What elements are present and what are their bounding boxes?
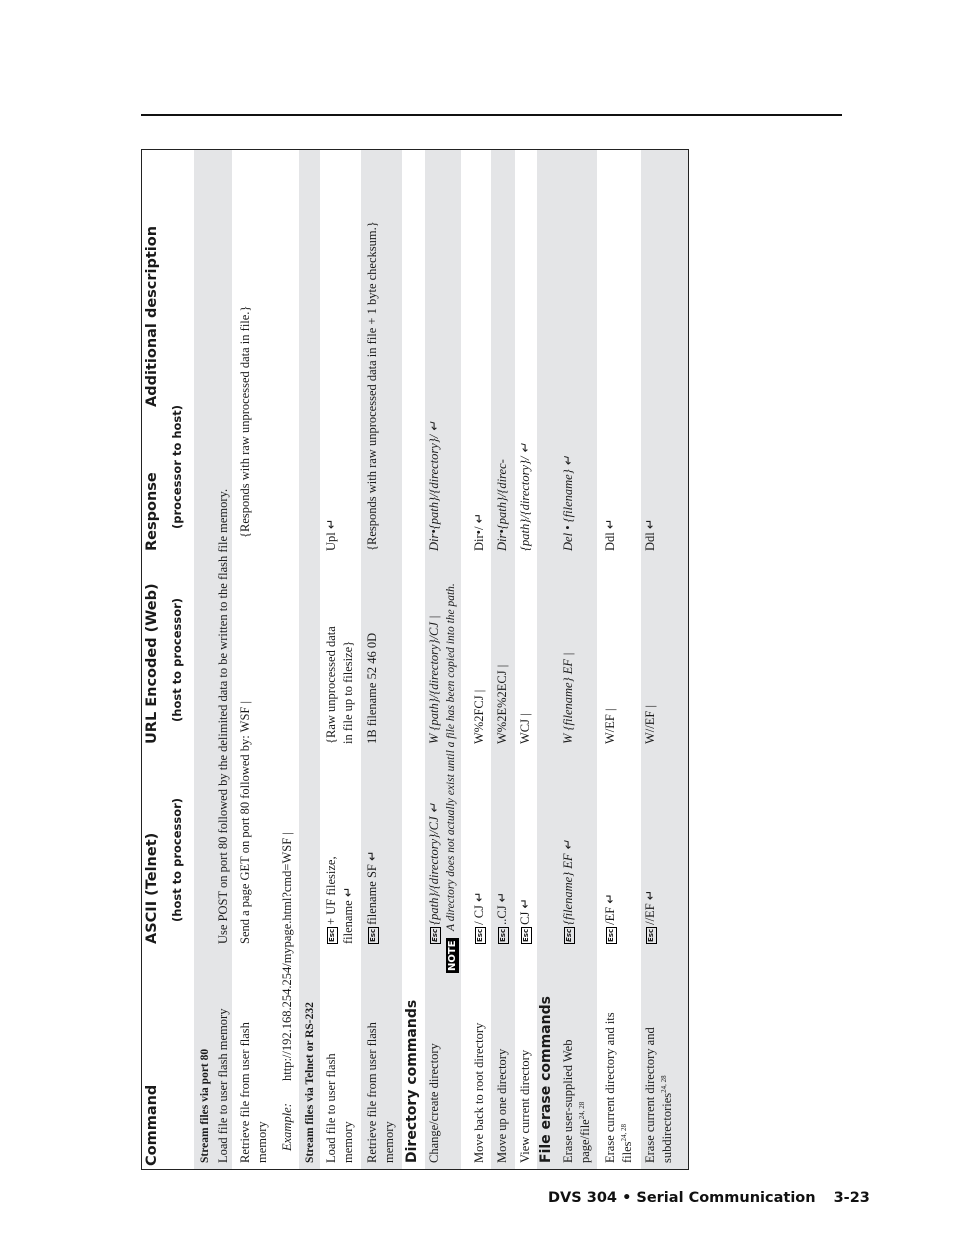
footer-title: DVS 304 • Serial Communication (548, 1190, 816, 1206)
esc-key-icon: Esc (328, 928, 336, 942)
table-row: Retrieve file from user flash memory Send a page GET on port 80 followed by: WSF | {Responds with raw unprocessed data in file.} (238, 305, 269, 1163)
page-number: 3-23 (833, 1190, 870, 1206)
esc-key-icon: Esc (369, 928, 377, 942)
header-ascii: ASCII (Telnet) (host to processor) (144, 797, 184, 944)
section-row-erase: File erase commands (537, 150, 559, 1170)
table-row: Erase user-supplied Web page/file$^{24, 28}$ Esc{filename} EF ↵ W {filename} EF | Del • {filename} ↵ (559, 150, 597, 1170)
table-row: Move up one directory Esc..CJ ↵ W%2E%2ECJ | Dir•{path}/{direc- (491, 150, 515, 1170)
header-description: Additional description (144, 225, 160, 407)
table-row: Move back to root directory Esc/ CJ ↵ W%2FCJ | Dir•/ ↵ (472, 512, 486, 1163)
header-response: Response (processor to host) (144, 404, 184, 551)
header-command: Command (144, 1084, 160, 1166)
esc-key-icon: Esc (499, 928, 507, 942)
esc-key-icon: Esc (431, 928, 439, 942)
section-row-telnet: Stream files via Telnet or RS-232 (299, 150, 320, 1170)
esc-key-icon: Esc (476, 928, 484, 942)
section-row-port80: Stream files via port 80 (194, 150, 215, 1170)
table-row: View current directory EscCJ ↵ WCJ | {path}/{directory}/ ↵ (518, 442, 532, 1163)
table-row: Load file to user flash memory Use POST on port 80 followed by the delimited data to be written to the flash file memory. (215, 150, 232, 1170)
command-table (141, 149, 689, 1170)
table-row: Load file to user flash memory Esc+ UF filesize, filename ↵ {Raw unprocessed data in file up to filesize} Upl ↵ (324, 518, 355, 1163)
esc-key-icon: Esc (522, 928, 530, 942)
esc-key-icon: Esc (607, 928, 615, 942)
table-row: Erase current directory and subdirectories$^{24, 28}$ Esc//EF ↵ W//EF | Ddl ↵ (641, 150, 689, 1170)
table-row: Change/create directory Esc{path}/{directory}/CJ ↵ W {path}/{directory}/CJ | Dir•{path}/{directory}/ ↵ NOTE A directory does not actually exist until a file has been copied into the path. (425, 150, 461, 1170)
note-badge: NOTE (447, 940, 458, 971)
esc-key-icon: Esc (565, 928, 573, 942)
header-rule (141, 114, 842, 116)
table-row: Erase current directory and its files$^{24, 28}$ Esc/EF ↵ W/EF | Ddl ↵ (603, 518, 634, 1163)
section-row-directory: Directory commands (404, 999, 420, 1163)
rotated-table-content (142, 150, 689, 1170)
table-row: Retrieve file from user flash memory Escfilename SF ↵ 1B filename 52 46 0D {Responds with raw unprocessed data in file + 1 byte checksum.} (361, 150, 402, 1170)
header-url: URL Encoded (Web) (host to processor) (144, 583, 184, 744)
example-row: Example: http://192.168.254.254/mypage.html?cmd=WSF | (280, 832, 294, 1151)
esc-key-icon: Esc (647, 928, 655, 942)
page-footer (548, 1190, 870, 1206)
